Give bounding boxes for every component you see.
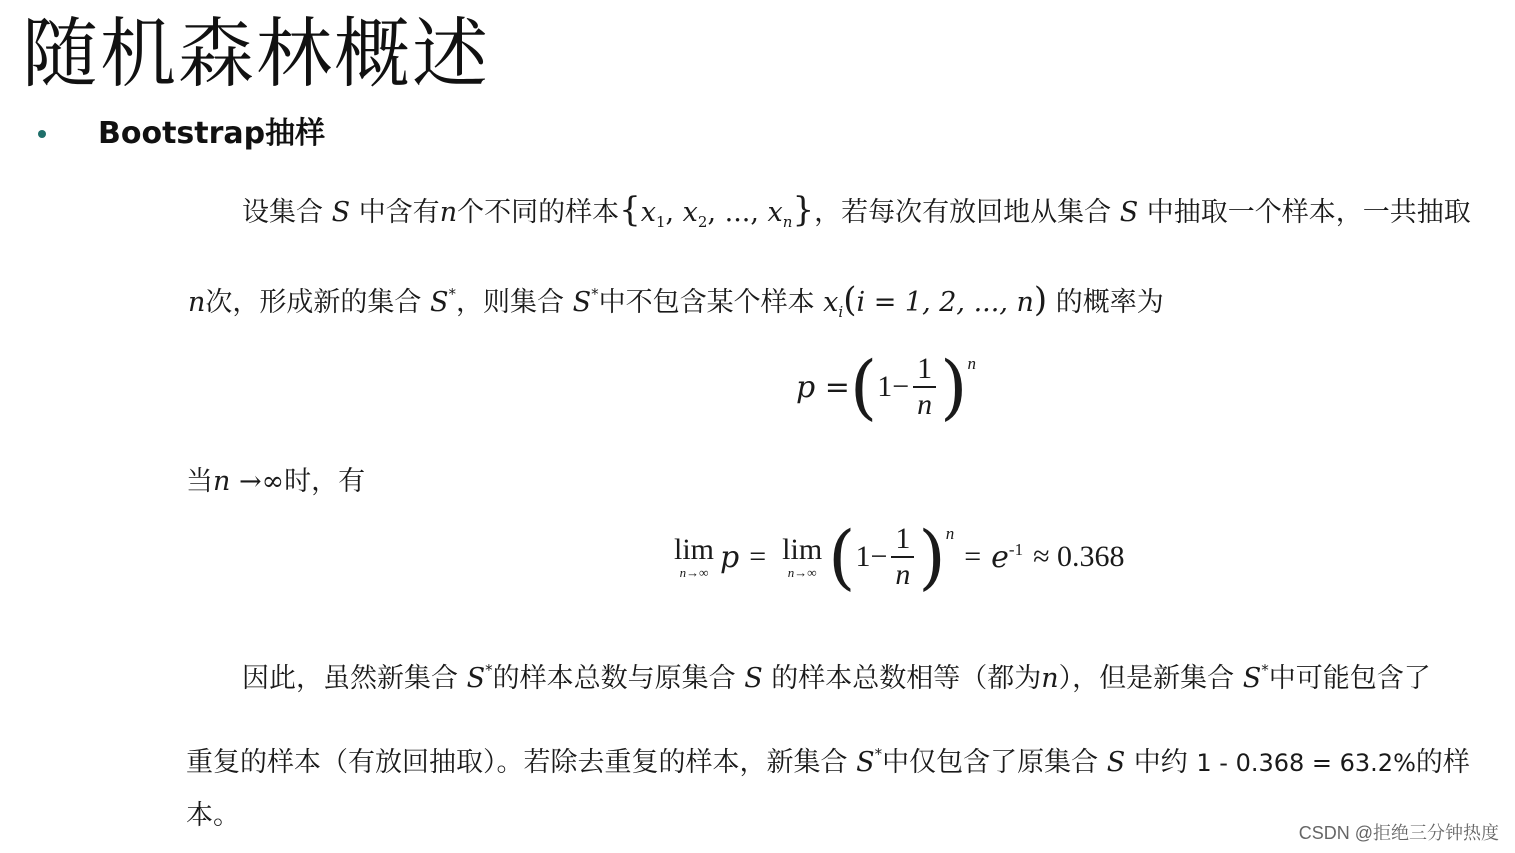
- fraction: $\frac{1}{n}$: [891, 522, 914, 592]
- limit-operator: lim n→∞: [674, 533, 715, 580]
- paragraph-3-line-2: 重复的样本（有放回抽取）。若除去重复的样本，新集合 S*中仅包含了原集合 S 中约 1 - 0.368 = 63.2%的样: [186, 745, 1470, 778]
- bullet-dot-icon: [38, 130, 46, 138]
- formula-limit: lim n→∞ p = lim n→∞ ( 1 − $\frac{1}{n}$ ) n = e -1 ≈ 0.368: [674, 516, 1125, 598]
- bullet-heading: Bootstrap抽样: [98, 116, 326, 151]
- paragraph-3-line-1: 因此，虽然新集合 S*的样本总数与原集合 S 的样本总数相等（都为n），但是新集合 S*中可能包含了: [242, 661, 1431, 694]
- limit-operator: lim n→∞: [782, 533, 823, 580]
- slide-title: 随机森林概述: [22, 9, 490, 98]
- paragraph-1-line-2: n次，形成新的集合 S*，则集合 S*中不包含某个样本 $x_i(i = 1$, 2, ..., n) 的概率为: [188, 280, 1164, 321]
- paragraph-3-line-3: 本。: [186, 800, 240, 831]
- fraction: $\frac{1}{n}$: [913, 352, 936, 422]
- watermark: CSDN @拒绝三分钟热度: [1298, 823, 1499, 843]
- formula-probability: p = ( 1 − $\frac{1}{n}$ ) n: [796, 346, 976, 428]
- paragraph-2: 当n →∞时，有: [186, 466, 366, 497]
- paragraph-1-line-1: 设集合 S 中含有n个不同的样本{$x_1$, $x_2$, ..., $x_n$}，若每次有放回地从集合 S 中抽取一个样本，一共抽取: [242, 190, 1471, 231]
